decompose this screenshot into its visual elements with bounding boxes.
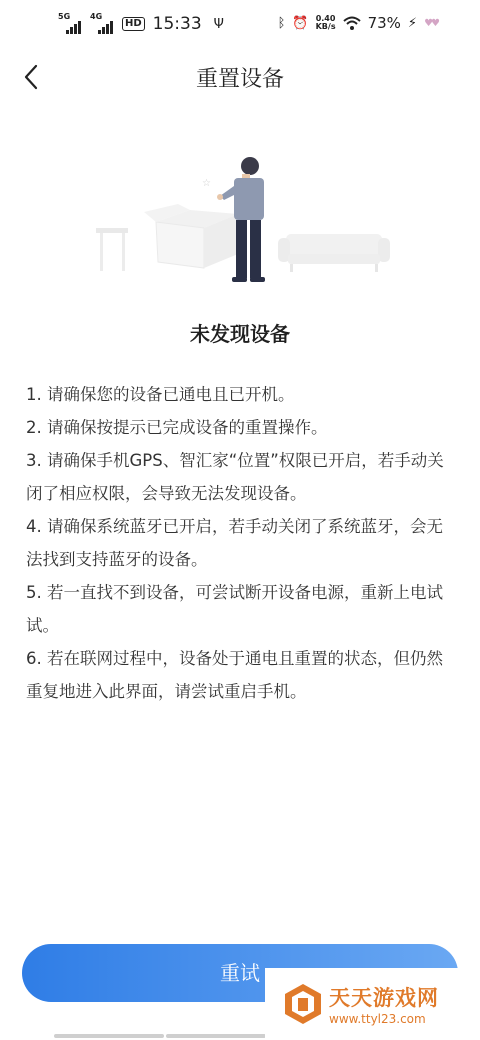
- svg-text:☆: ☆: [202, 178, 211, 189]
- status-time: 15:33: [152, 14, 202, 34]
- charging-icon: ⚡: [407, 15, 418, 31]
- empty-state-title: 未发现设备: [190, 322, 290, 346]
- signal-5g-icon: [58, 14, 84, 34]
- hd-badge: HD: [122, 17, 145, 31]
- side-table-graphic: [96, 228, 128, 271]
- signal-4g-icon: [90, 14, 116, 34]
- empty-state-illustration: [90, 150, 390, 290]
- status-bar: [0, 0, 480, 52]
- watermark: [265, 968, 480, 1040]
- page-title: 重置设备: [195, 67, 284, 92]
- status-left: [58, 14, 224, 34]
- battery-percent: 73%: [367, 14, 401, 32]
- home-indicator-right: [166, 1034, 266, 1038]
- sim1-label: 5G: [58, 12, 71, 21]
- troubleshooting-tips: [26, 378, 458, 708]
- watermark-name: 天天游戏网: [329, 986, 439, 1010]
- box-graphic: [144, 204, 238, 268]
- net-speed: [316, 15, 336, 31]
- watermark-logo-icon: [283, 982, 323, 1026]
- net-speed-value: 0.40: [315, 14, 336, 23]
- wifi-icon: [343, 16, 361, 30]
- status-right: [278, 14, 438, 32]
- home-indicator-left: [54, 1034, 164, 1038]
- bluetooth-icon: ᛒ: [277, 15, 286, 31]
- retry-button[interactable]: 重试: [22, 944, 458, 1002]
- watermark-url: www.ttyl23.com: [329, 1012, 426, 1026]
- sim2-label: 4G: [90, 12, 103, 21]
- net-speed-unit: KB/s: [315, 22, 336, 31]
- tip-item: 2. 请确保按提示已完成设备的重置操作。: [26, 418, 328, 437]
- tip-item: 1. 请确保您的设备已通电且已开机。: [26, 385, 295, 404]
- tip-item: 5. 若一直找不到设备，可尝试断开设备电源，重新上电试试。: [26, 583, 443, 635]
- sofa-graphic: [278, 234, 390, 272]
- tip-item: 6. 若在联网过程中，设备处于通电且重置的状态，但仍然重复地进入此界面，请尝试重启手机。: [26, 649, 443, 701]
- tip-item: 4. 请确保系统蓝牙已开启，若手动关闭了系统蓝牙，会无法找到支持蓝牙的设备。: [26, 517, 443, 569]
- hearts-icon: ♥♥: [424, 17, 438, 29]
- tip-item: 3. 请确保手机GPS、智汇家“位置”权限已开启，若手动关闭了相应权限，会导致无法发现设备。: [26, 451, 444, 503]
- alarm-icon: ⏰: [292, 15, 309, 31]
- usb-icon: Ψ: [213, 16, 224, 32]
